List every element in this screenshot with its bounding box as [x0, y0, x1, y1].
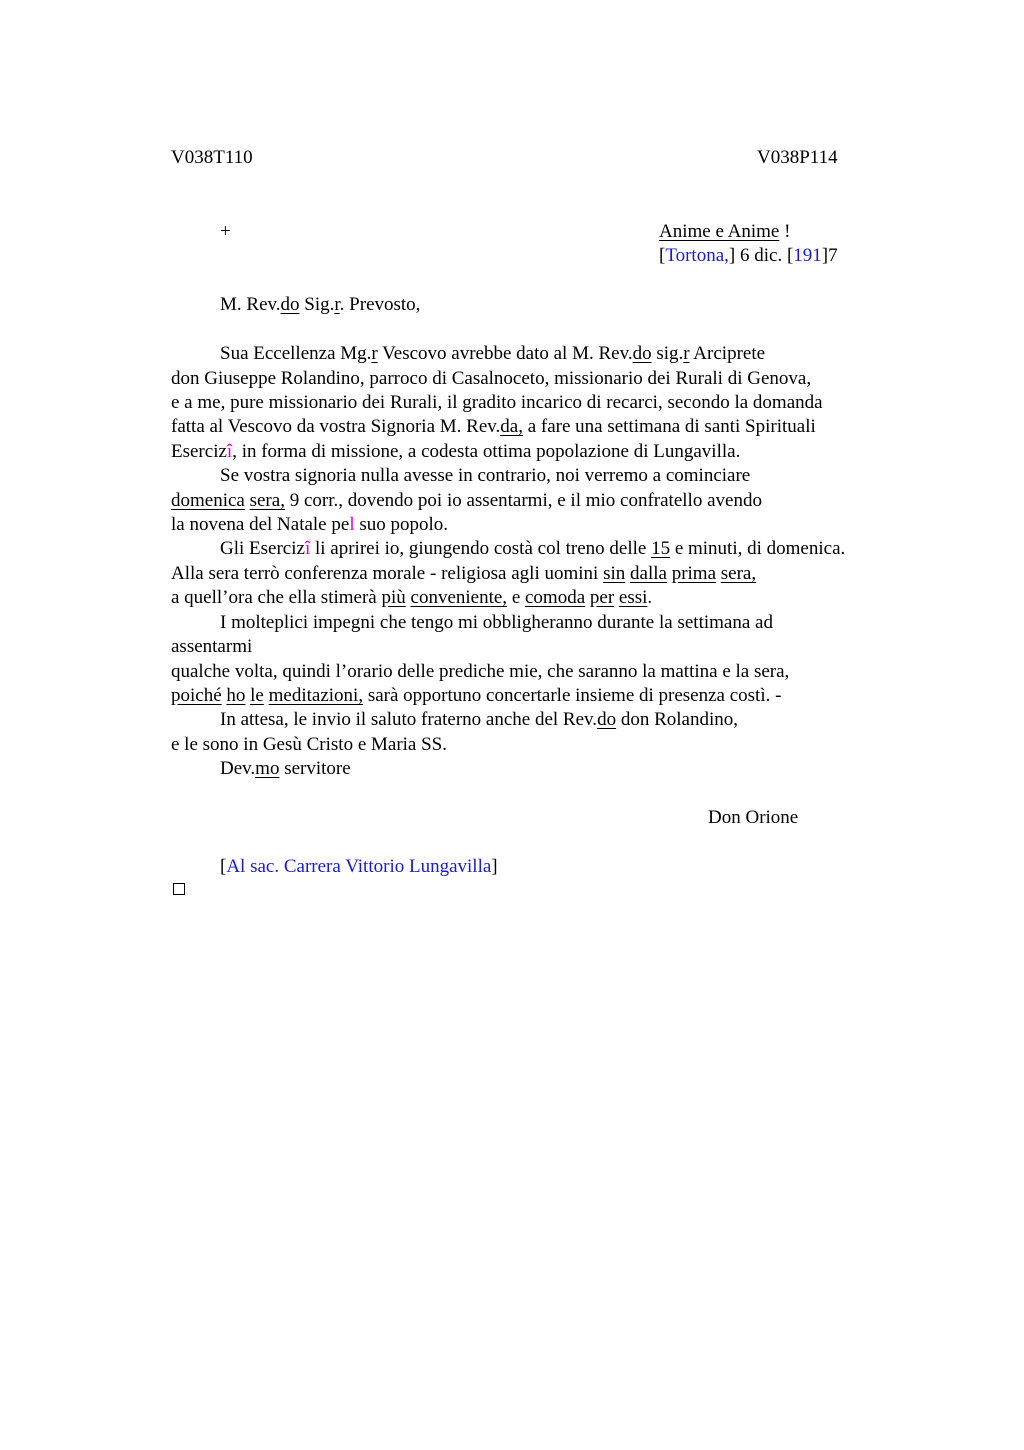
dateline: [Tortona,] 6 dic. [191]7 [659, 245, 838, 266]
dateline-year-part: 191 [793, 245, 822, 266]
body-line: e a me, pure missionario dei Rurali, il gradito incarico di recarci, secondo la domanda [171, 392, 823, 413]
body-line: qualche volta, quindi l’orario delle prediche mie, che saranno la mattina e la sera, [171, 661, 790, 682]
body-line: I molteplici impegni che tengo mi obbligheranno durante la settimana ad [220, 612, 773, 633]
body-line: a quell’ora che ella stimerà più conveniente, e comoda per essi. [171, 587, 653, 608]
body-line: Sua Eccellenza Mg.r Vescovo avrebbe dato al M. Rev.do sig.r Arciprete [220, 343, 766, 364]
body-line: Gli Esercizî li aprirei io, giungendo costà col treno delle 15 e minuti, di domenica. [220, 538, 846, 559]
body-line: assentarmi [171, 636, 253, 657]
end-marker-box [173, 883, 185, 895]
body-line: In attesa, le invio il saluto fraterno anche del Rev.do don Rolandino, [220, 709, 738, 730]
salutation: M. Rev.do Sig.r. Prevosto, [220, 294, 421, 315]
dateline-place: Tortona, [665, 245, 729, 266]
body-line: Esercizî, in forma di missione, a codesta ottima popolazione di Lungavilla. [171, 441, 741, 462]
motto: Anime e Anime ! [659, 221, 791, 242]
body-line: don Giuseppe Rolandino, parroco di Casalnoceto, missionario dei Rurali di Genova, [171, 368, 812, 389]
motto-text: Anime e Anime [659, 221, 780, 242]
signature: Don Orione [708, 807, 799, 828]
body-line: fatta al Vescovo da vostra Signoria M. Rev.da, a fare una settimana di santi Spirituali [171, 416, 816, 437]
closing-line: Dev.mo servitore [220, 758, 351, 779]
document-code-right: V038P114 [757, 147, 838, 168]
addressee: [Al sac. Carrera Vittorio Lungavilla] [220, 856, 498, 877]
cross-mark: + [220, 221, 231, 242]
body-line: domenica sera, 9 corr., dovendo poi io assentarmi, e il mio confratello avendo [171, 490, 762, 511]
body-line: e le sono in Gesù Cristo e Maria SS. [171, 734, 448, 755]
document-code-left: V038T110 [171, 147, 253, 168]
body-line: Alla sera terrò conferenza morale - religiosa agli uomini sin dalla prima sera, [171, 563, 757, 584]
body-line: poiché ho le meditazioni, sarà opportuno concertarle insieme di presenza costì. - [171, 685, 782, 706]
body-line: la novena del Natale pel suo popolo. [171, 514, 449, 535]
body-line: Se vostra signoria nulla avesse in contrario, noi verremo a cominciare [220, 465, 751, 486]
